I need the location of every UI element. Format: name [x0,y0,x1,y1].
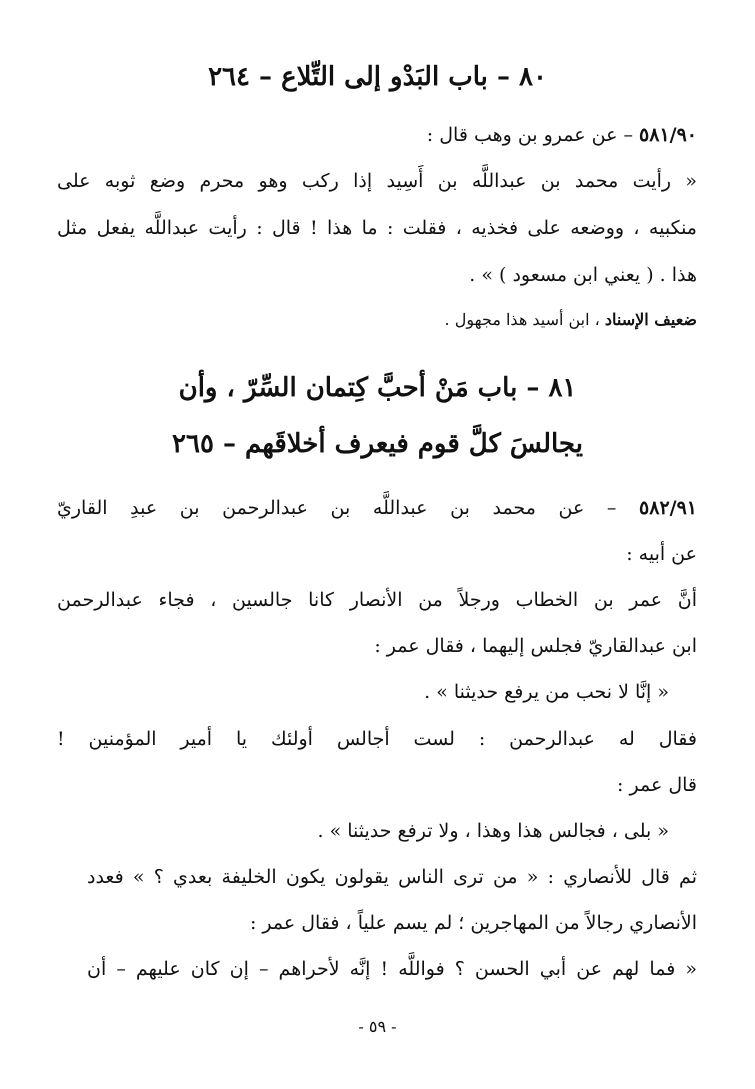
grade-note: ، ابن أسيد هذا مجهول . [444,310,605,329]
hadith-581-opening [427,120,697,150]
hadith-582-line-father: عن أبيه : [626,543,697,565]
hadith-581-text-line-2: منكبيه ، ووضعه على فخذيه ، فقلت : ما هذا ! قال : رأيت عبداللَّه يفعل مثل [57,217,697,239]
page-number: - ٥٩ - [358,1017,397,1036]
hadith-intro: – عن عمرو بن وهب قال : [426,124,640,146]
hadith-581-text-line-3: هذا . ( يعني ابن مسعود ) » . [469,264,697,286]
hadith-582-line-8: الأنصاري رجالاً من المهاجرين ؛ لم يسم علياً ، فقال عمر : [249,912,697,934]
hadith-582-line-2: ابن عبدالقاريّ فجلس إليهما ، فقال عمر : [374,635,697,657]
grading-note [445,305,697,335]
hadith-582-line-6: « بلى ، فجالس هذا وهذا ، ولا ترفع حديثنا » . [317,820,669,842]
chapter-81-heading-line-2: يجالسَ كلَّ قوم فيعرف أخلاقَهم – ٢٦٥ [172,429,583,459]
hadith-582-line-4: فقال له عبدالرحمن : لست أجالس أولئك يا أمير المؤمنين ! [57,728,697,750]
chapter-81-heading-line-1: ٨١ – باب مَنْ أحبَّ كِتمان السِّرّ ، وأن [178,373,577,403]
hadith-582-line-5: قال عمر : [617,774,697,796]
hadith-intro: – عن محمد بن عبداللَّه بن عبدالرحمن بن عبدِ القاريّ [57,497,640,519]
hadith-number: ٥٨١/٩٠ [639,124,697,146]
hadith-582-line-9: « فما لهم عن أبي الحسن ؟ فواللَّه ! إنَّه لأحراهم – إن كان عليهم – أن [87,958,697,980]
hadith-582-line-1: أنَّ عمر بن الخطاب ورجلاً من الأنصار كانا جالسين ، فجاء عبدالرحمن [57,589,697,611]
hadith-number: ٥٨٢/٩١ [639,497,697,519]
chapter-80-heading: ٨٠ – باب البَدْو إلى التِّلاع – ٢٦٤ [208,62,547,92]
hadith-582-line-7: ثم قال للأنصاري : « من ترى الناس يقولون يكون الخليفة بعدي ؟ » فعدد [87,866,697,888]
grade-label: ضعيف الإسناد [604,310,697,329]
hadith-581-text-line-1: « رأيت محمد بن عبداللَّه بن أَسِيد إذا ركب وهو محرم وضع ثوبه على [57,170,697,192]
hadith-582-opening [57,493,697,523]
hadith-582-line-3: « إنَّا لا نحب من يرفع حديثنا » . [424,681,669,703]
